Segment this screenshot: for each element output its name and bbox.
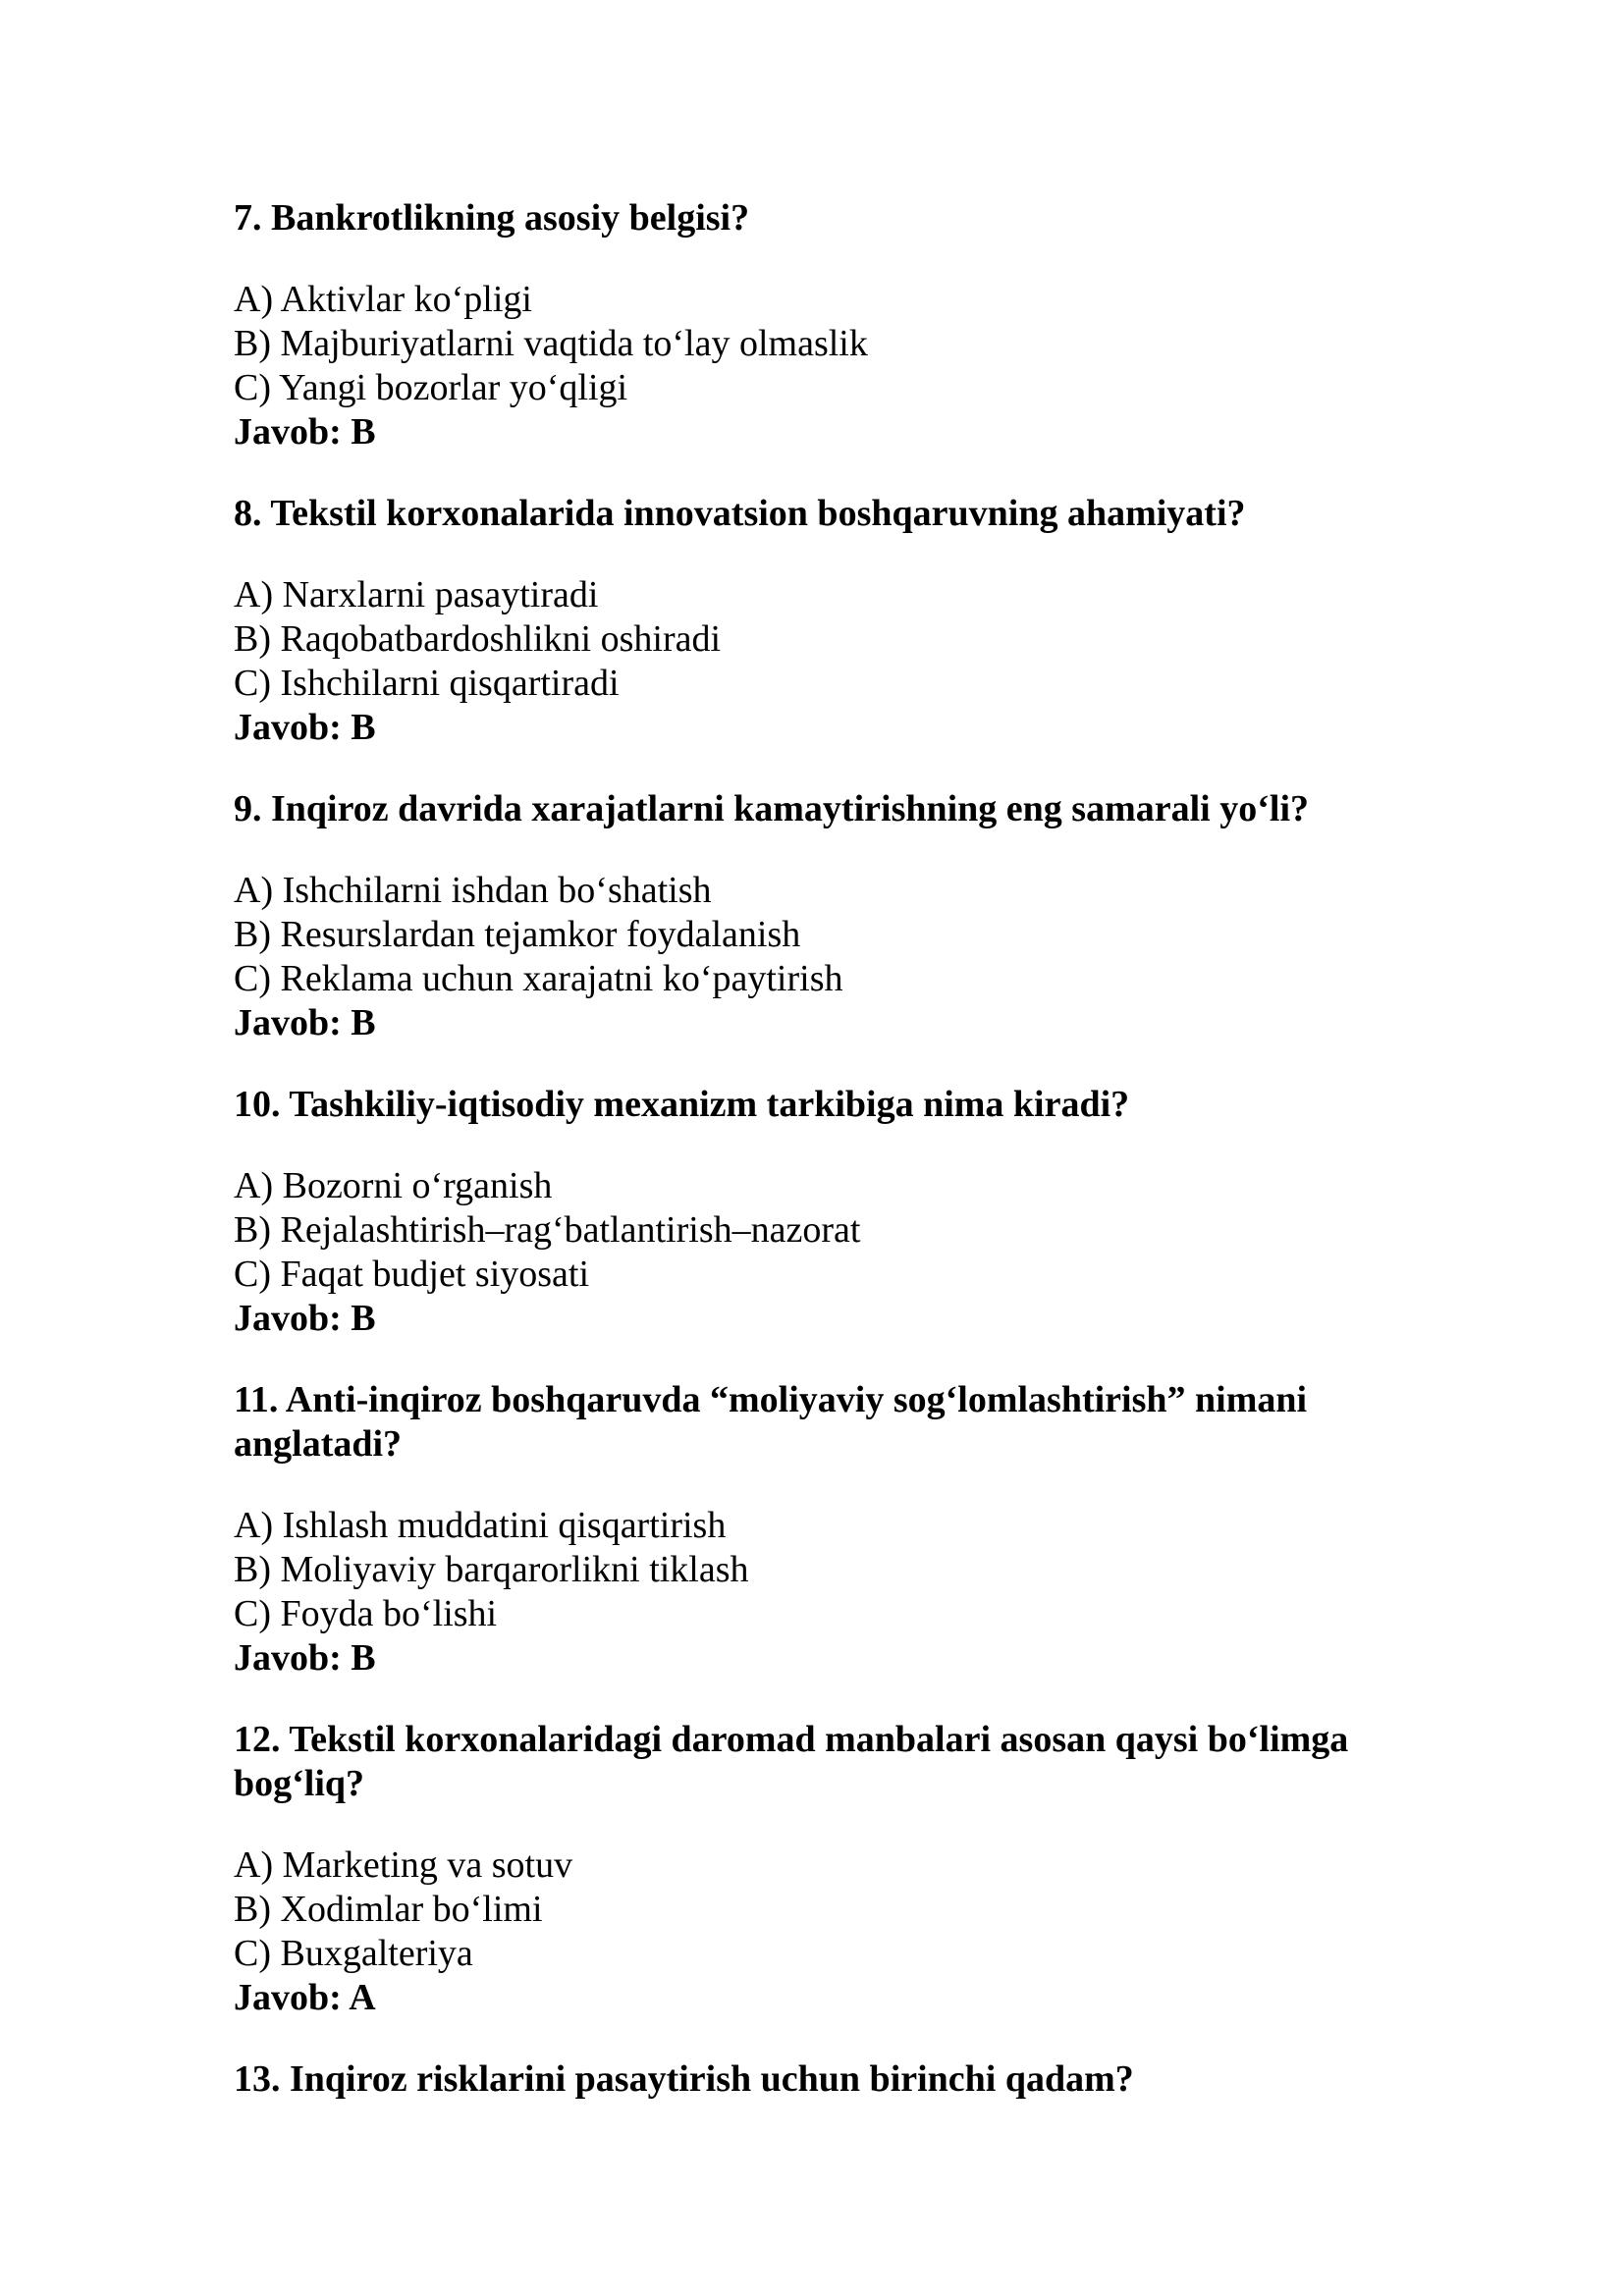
question-block bbox=[234, 1083, 1392, 1341]
option-a: A) Ishlash muddatini qisqartirish bbox=[234, 1505, 727, 1546]
option-c: C) Yangi bozorlar yo‘qligi bbox=[234, 367, 628, 408]
option-b: B) Xodimlar bo‘limi bbox=[234, 1889, 543, 1930]
question-title: 12. Tekstil korxonalaridagi daromad manbalari asosan qaysi bo‘limga bog‘liq? bbox=[234, 1719, 1349, 1804]
option-b: B) Rejalashtirish–rag‘batlantirish–nazorat bbox=[234, 1209, 861, 1251]
option-a: A) Ishchilarni ishdan bo‘shatish bbox=[234, 870, 712, 911]
answer-line: Javob: B bbox=[234, 411, 376, 453]
option-c: C) Reklama uchun xarajatni ko‘paytirish bbox=[234, 958, 843, 999]
question-title: 10. Tashkiliy-iqtisodiy mexanizm tarkibiga nima kiradi? bbox=[234, 1084, 1130, 1125]
answer-line: Javob: A bbox=[234, 1977, 376, 2018]
answer-line: Javob: B bbox=[234, 1298, 376, 1339]
document-page bbox=[234, 196, 1392, 2139]
question-block bbox=[234, 787, 1392, 1045]
option-c: C) Faqat budjet siyosati bbox=[234, 1254, 590, 1295]
option-c: C) Foyda bo‘lishi bbox=[234, 1593, 498, 1634]
question-block bbox=[234, 492, 1392, 750]
option-c: C) Ishchilarni qisqartiradi bbox=[234, 663, 620, 704]
question-block bbox=[234, 2057, 1392, 2102]
question-title: 9. Inqiroz davrida xarajatlarni kamaytirishning eng samarali yo‘li? bbox=[234, 788, 1310, 829]
option-a: A) Narxlarni pasaytiradi bbox=[234, 574, 599, 615]
question-block bbox=[234, 1378, 1392, 1681]
answer-line: Javob: B bbox=[234, 1637, 376, 1679]
option-b: B) Resurslardan tejamkor foydalanish bbox=[234, 914, 801, 955]
option-b: B) Raqobatbardoshlikni oshiradi bbox=[234, 618, 722, 660]
option-c: C) Buxgalteriya bbox=[234, 1933, 473, 1974]
question-title: 13. Inqiroz risklarini pasaytirish uchun birinchi qadam? bbox=[234, 2058, 1134, 2100]
option-b: B) Moliyaviy barqarorlikni tiklash bbox=[234, 1549, 749, 1590]
option-a: A) Marketing va sotuv bbox=[234, 1844, 573, 1886]
answer-line: Javob: B bbox=[234, 707, 376, 748]
answer-line: Javob: B bbox=[234, 1002, 376, 1043]
option-a: A) Bozorni o‘rganish bbox=[234, 1165, 553, 1206]
question-title: 7. Bankrotlikning asosiy belgisi? bbox=[234, 197, 750, 239]
question-block bbox=[234, 1718, 1392, 2020]
question-title: 8. Tekstil korxonalarida innovatsion boshqaruvning ahamiyati? bbox=[234, 493, 1246, 534]
question-block bbox=[234, 196, 1392, 454]
option-a: A) Aktivlar ko‘pligi bbox=[234, 279, 532, 320]
question-title: 11. Anti-inqiroz boshqaruvda “moliyaviy sog‘lomlashtirish” nimani anglatadi? bbox=[234, 1379, 1308, 1465]
option-b: B) Majburiyatlarni vaqtida to‘lay olmaslik bbox=[234, 323, 868, 364]
